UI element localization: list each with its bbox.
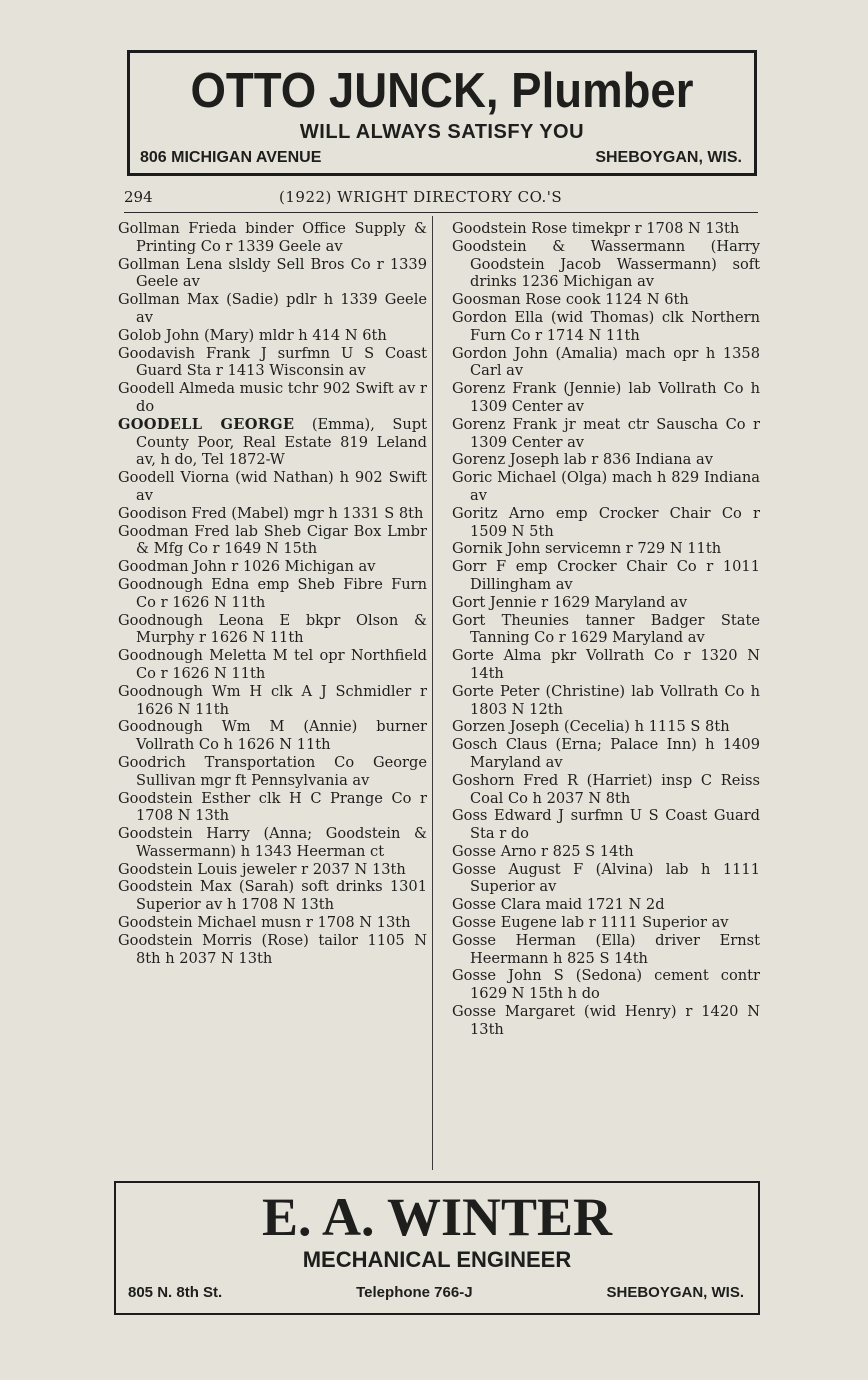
directory-entry [118, 523, 427, 559]
directory-entry [452, 843, 760, 861]
directory-entry-text: Gorte Alma pkr Vollrath Co r 1320 N 14th [452, 647, 760, 682]
engineer-city: SHEBOYGAN, WIS. [606, 1284, 744, 1301]
directory-entry [452, 647, 760, 683]
directory-entry [118, 718, 427, 754]
engineer-telephone: Telephone 766-J [356, 1284, 473, 1301]
directory-entry [452, 309, 760, 345]
directory-entry-text: (Emma), Supt County Poor, Real Estate 819 Leland av, h do, Tel 1872-W [136, 415, 427, 469]
directory-entry-text: Gollman Max (Sadie) pdlr h 1339 Geele av [118, 291, 427, 326]
directory-entry [452, 220, 760, 238]
directory-entry [118, 754, 427, 790]
directory-entry [118, 256, 427, 292]
running-title: (1922) WRIGHT DIRECTORY CO.'S [279, 188, 563, 206]
directory-entry [118, 345, 427, 381]
directory-entry [452, 772, 760, 808]
directory-entry [118, 647, 427, 683]
directory-entry-text: Goodnough Leona E bkpr Olson & Murphy r 1626 N 11th [118, 611, 427, 647]
directory-entry-text: Goosman Rose cook 1124 N 6th [452, 291, 689, 309]
directory-entry [118, 932, 427, 968]
directory-entry [452, 1003, 760, 1039]
directory-entry-text: Gosse John S (Sedona) cement contr 1629 N 15th h do [452, 967, 760, 1003]
top-advertisement [127, 50, 757, 176]
directory-entry [118, 612, 427, 648]
directory-entry [452, 380, 760, 416]
directory-entry-text: Goodavish Frank J surfmn U S Coast Guard Sta r 1413 Wisconsin av [118, 344, 427, 380]
directory-entry [452, 238, 760, 291]
directory-entry-text: Goodnough Wm M (Annie) burner Vollrath Co h 1626 N 11th [118, 718, 427, 754]
directory-entry-text: Goodman John r 1026 Michigan av [118, 558, 376, 576]
directory-entry-text: Gorr F emp Crocker Chair Co r 1011 Dillingham av [452, 558, 760, 593]
directory-entry [452, 612, 760, 648]
directory-entry-text: Gordon Ella (wid Thomas) clk Northern Furn Co r 1714 N 11th [452, 308, 760, 344]
directory-entry [452, 291, 760, 309]
directory-entry [118, 291, 427, 327]
directory-entry-text: Goodnough Meletta M tel opr Northfield Co r 1626 N 11th [118, 647, 427, 682]
directory-entry [118, 469, 427, 505]
advertiser-address-line [140, 149, 742, 167]
engineer-name: E. A. WINTER [261, 1187, 613, 1247]
right-column [452, 220, 760, 1039]
directory-entry-text: Gosse Margaret (wid Henry) r 1420 N 13th [452, 1003, 760, 1038]
directory-entry [118, 878, 427, 914]
directory-entry-text: Goodstein Harry (Anna; Goodstein & Wassermann) h 1343 Heerman ct [118, 825, 427, 860]
directory-entry-text: Goodnough Wm H clk A J Schmidler r 1626 N 11th [118, 682, 427, 718]
directory-entry-text: Goodstein Max (Sarah) soft drinks 1301 Superior av h 1708 N 13th [118, 878, 427, 914]
directory-entry [452, 594, 760, 612]
directory-entry-text: Gorenz Joseph lab r 836 Indiana av [452, 451, 713, 469]
directory-entry [118, 558, 427, 576]
directory-entry [118, 380, 427, 416]
directory-entry [452, 807, 760, 843]
directory-entry-text: Goric Michael (Olga) mach h 829 Indiana av [452, 469, 760, 504]
directory-entry [452, 469, 760, 505]
advertiser-title: OTTO JUNCK, Plumber [190, 64, 694, 118]
page-number: 294 [124, 188, 153, 206]
directory-entry [452, 718, 760, 736]
directory-entry [452, 558, 760, 594]
directory-entry [118, 327, 427, 345]
directory-entry [118, 416, 427, 469]
directory-entry [452, 914, 760, 932]
directory-entry-text: Goodstein Rose timekpr r 1708 N 13th [452, 220, 740, 237]
directory-entry-text: Goodstein & Wassermann (Harry Goodstein Jacob Wassermann) soft drinks 1236 Michigan av [452, 237, 760, 291]
advertiser-slogan: WILL ALWAYS SATISFY YOU [299, 121, 585, 143]
directory-entry-text: Gorenz Frank jr meat ctr Sauscha Co r 1309 Center av [452, 415, 760, 451]
directory-entry [452, 736, 760, 772]
directory-entry [118, 683, 427, 719]
directory-entry-text: Gosse August F (Alvina) lab h 1111 Superior av [452, 860, 760, 896]
directory-entry-text: Goodstein Louis jeweler r 2037 N 13th [118, 860, 406, 878]
engineer-role: MECHANICAL ENGINEER [302, 1247, 572, 1272]
page-header [124, 188, 758, 213]
directory-entry-text: Gollman Lena slsldy Sell Bros Co r 1339 Geele av [118, 255, 427, 291]
directory-entry-text: Gosse Arno r 825 S 14th [452, 842, 634, 860]
advertiser-address: 806 MICHIGAN AVENUE [140, 149, 322, 166]
directory-entry-text: Gorenz Frank (Jennie) lab Vollrath Co h 1309 Center av [452, 380, 760, 415]
bottom-advertisement [114, 1181, 760, 1315]
directory-entry-text: Goodstein Morris (Rose) tailor 1105 N 8th h 2037 N 13th [118, 931, 427, 967]
directory-entry-text: Goodnough Edna emp Sheb Fibre Furn Co r 1626 N 11th [118, 575, 427, 611]
directory-entry-text: Goshorn Fred R (Harriet) insp C Reiss Coal Co h 2037 N 8th [452, 771, 760, 807]
directory-entry-text: Gordon John (Amalia) mach opr h 1358 Carl av [452, 344, 760, 380]
directory-entry [452, 861, 760, 897]
directory-entry [452, 345, 760, 381]
directory-entry-text: Golob John (Mary) mldr h 414 N 6th [118, 326, 387, 344]
directory-entry [452, 416, 760, 452]
engineer-address: 805 N. 8th St. [128, 1284, 223, 1301]
advertiser-city: SHEBOYGAN, WIS. [595, 149, 742, 166]
directory-entry [452, 683, 760, 719]
directory-entry [118, 825, 427, 861]
directory-entry [118, 576, 427, 612]
directory-entry-text: Gosse Eugene lab r 1111 Superior av [452, 914, 729, 932]
directory-entry-text: Goritz Arno emp Crocker Chair Co r 1509 N 5th [452, 504, 760, 540]
directory-entry-text: Goodison Fred (Mabel) mgr h 1331 S 8th [118, 504, 424, 522]
directory-entry-text: Goodell Viorna (wid Nathan) h 902 Swift av [118, 469, 427, 504]
directory-entry-text: Gort Jennie r 1629 Maryland av [452, 593, 688, 611]
directory-entry [452, 932, 760, 968]
directory-entry-text: Gosse Clara maid 1721 N 2d [452, 896, 665, 914]
directory-entry [118, 505, 427, 523]
directory-entry [452, 967, 760, 1003]
directory-entry [452, 451, 760, 469]
directory-entry-bold-name: GOODELL GEORGE [118, 415, 295, 433]
directory-entry-text: Goodell Almeda music tchr 902 Swift av r do [118, 380, 427, 415]
directory-entry [452, 896, 760, 914]
directory-entry-text: Goodrich Transportation Co George Sullivan mgr ft Pennsylvania av [118, 753, 427, 789]
directory-entry [118, 790, 427, 826]
directory-entry-text: Gornik John servicemn r 729 N 11th [452, 540, 722, 558]
directory-entry [452, 540, 760, 558]
directory-entry-text: Gorzen Joseph (Cecelia) h 1115 S 8th [452, 718, 730, 736]
directory-entry [118, 220, 427, 256]
directory-entry [452, 505, 760, 541]
column-divider [432, 216, 433, 1170]
directory-entry [118, 861, 427, 879]
directory-entry-text: Goodman Fred lab Sheb Cigar Box Lmbr & Mfg Co r 1649 N 15th [118, 522, 427, 558]
directory-entry-text: Goodstein Michael musn r 1708 N 13th [118, 914, 411, 932]
directory-entry-text: Gosse Herman (Ella) driver Ernst Heermann h 825 S 14th [452, 931, 760, 967]
directory-entry-text: Gort Theunies tanner Badger State Tanning Co r 1629 Maryland av [452, 611, 760, 647]
directory-entry-text: Gosch Claus (Erna; Palace Inn) h 1409 Maryland av [452, 736, 760, 771]
directory-entry-text: Gorte Peter (Christine) lab Vollrath Co h 1803 N 12th [452, 682, 760, 718]
directory-entry-text: Goodstein Esther clk H C Prange Co r 1708 N 13th [118, 789, 427, 825]
engineer-contact-line [128, 1284, 744, 1301]
directory-entry [118, 914, 427, 932]
left-column [118, 220, 427, 967]
directory-entry-text: Gollman Frieda binder Office Supply & Printing Co r 1339 Geele av [118, 220, 427, 255]
directory-entry-text: Goss Edward J surfmn U S Coast Guard Sta r do [452, 807, 760, 843]
